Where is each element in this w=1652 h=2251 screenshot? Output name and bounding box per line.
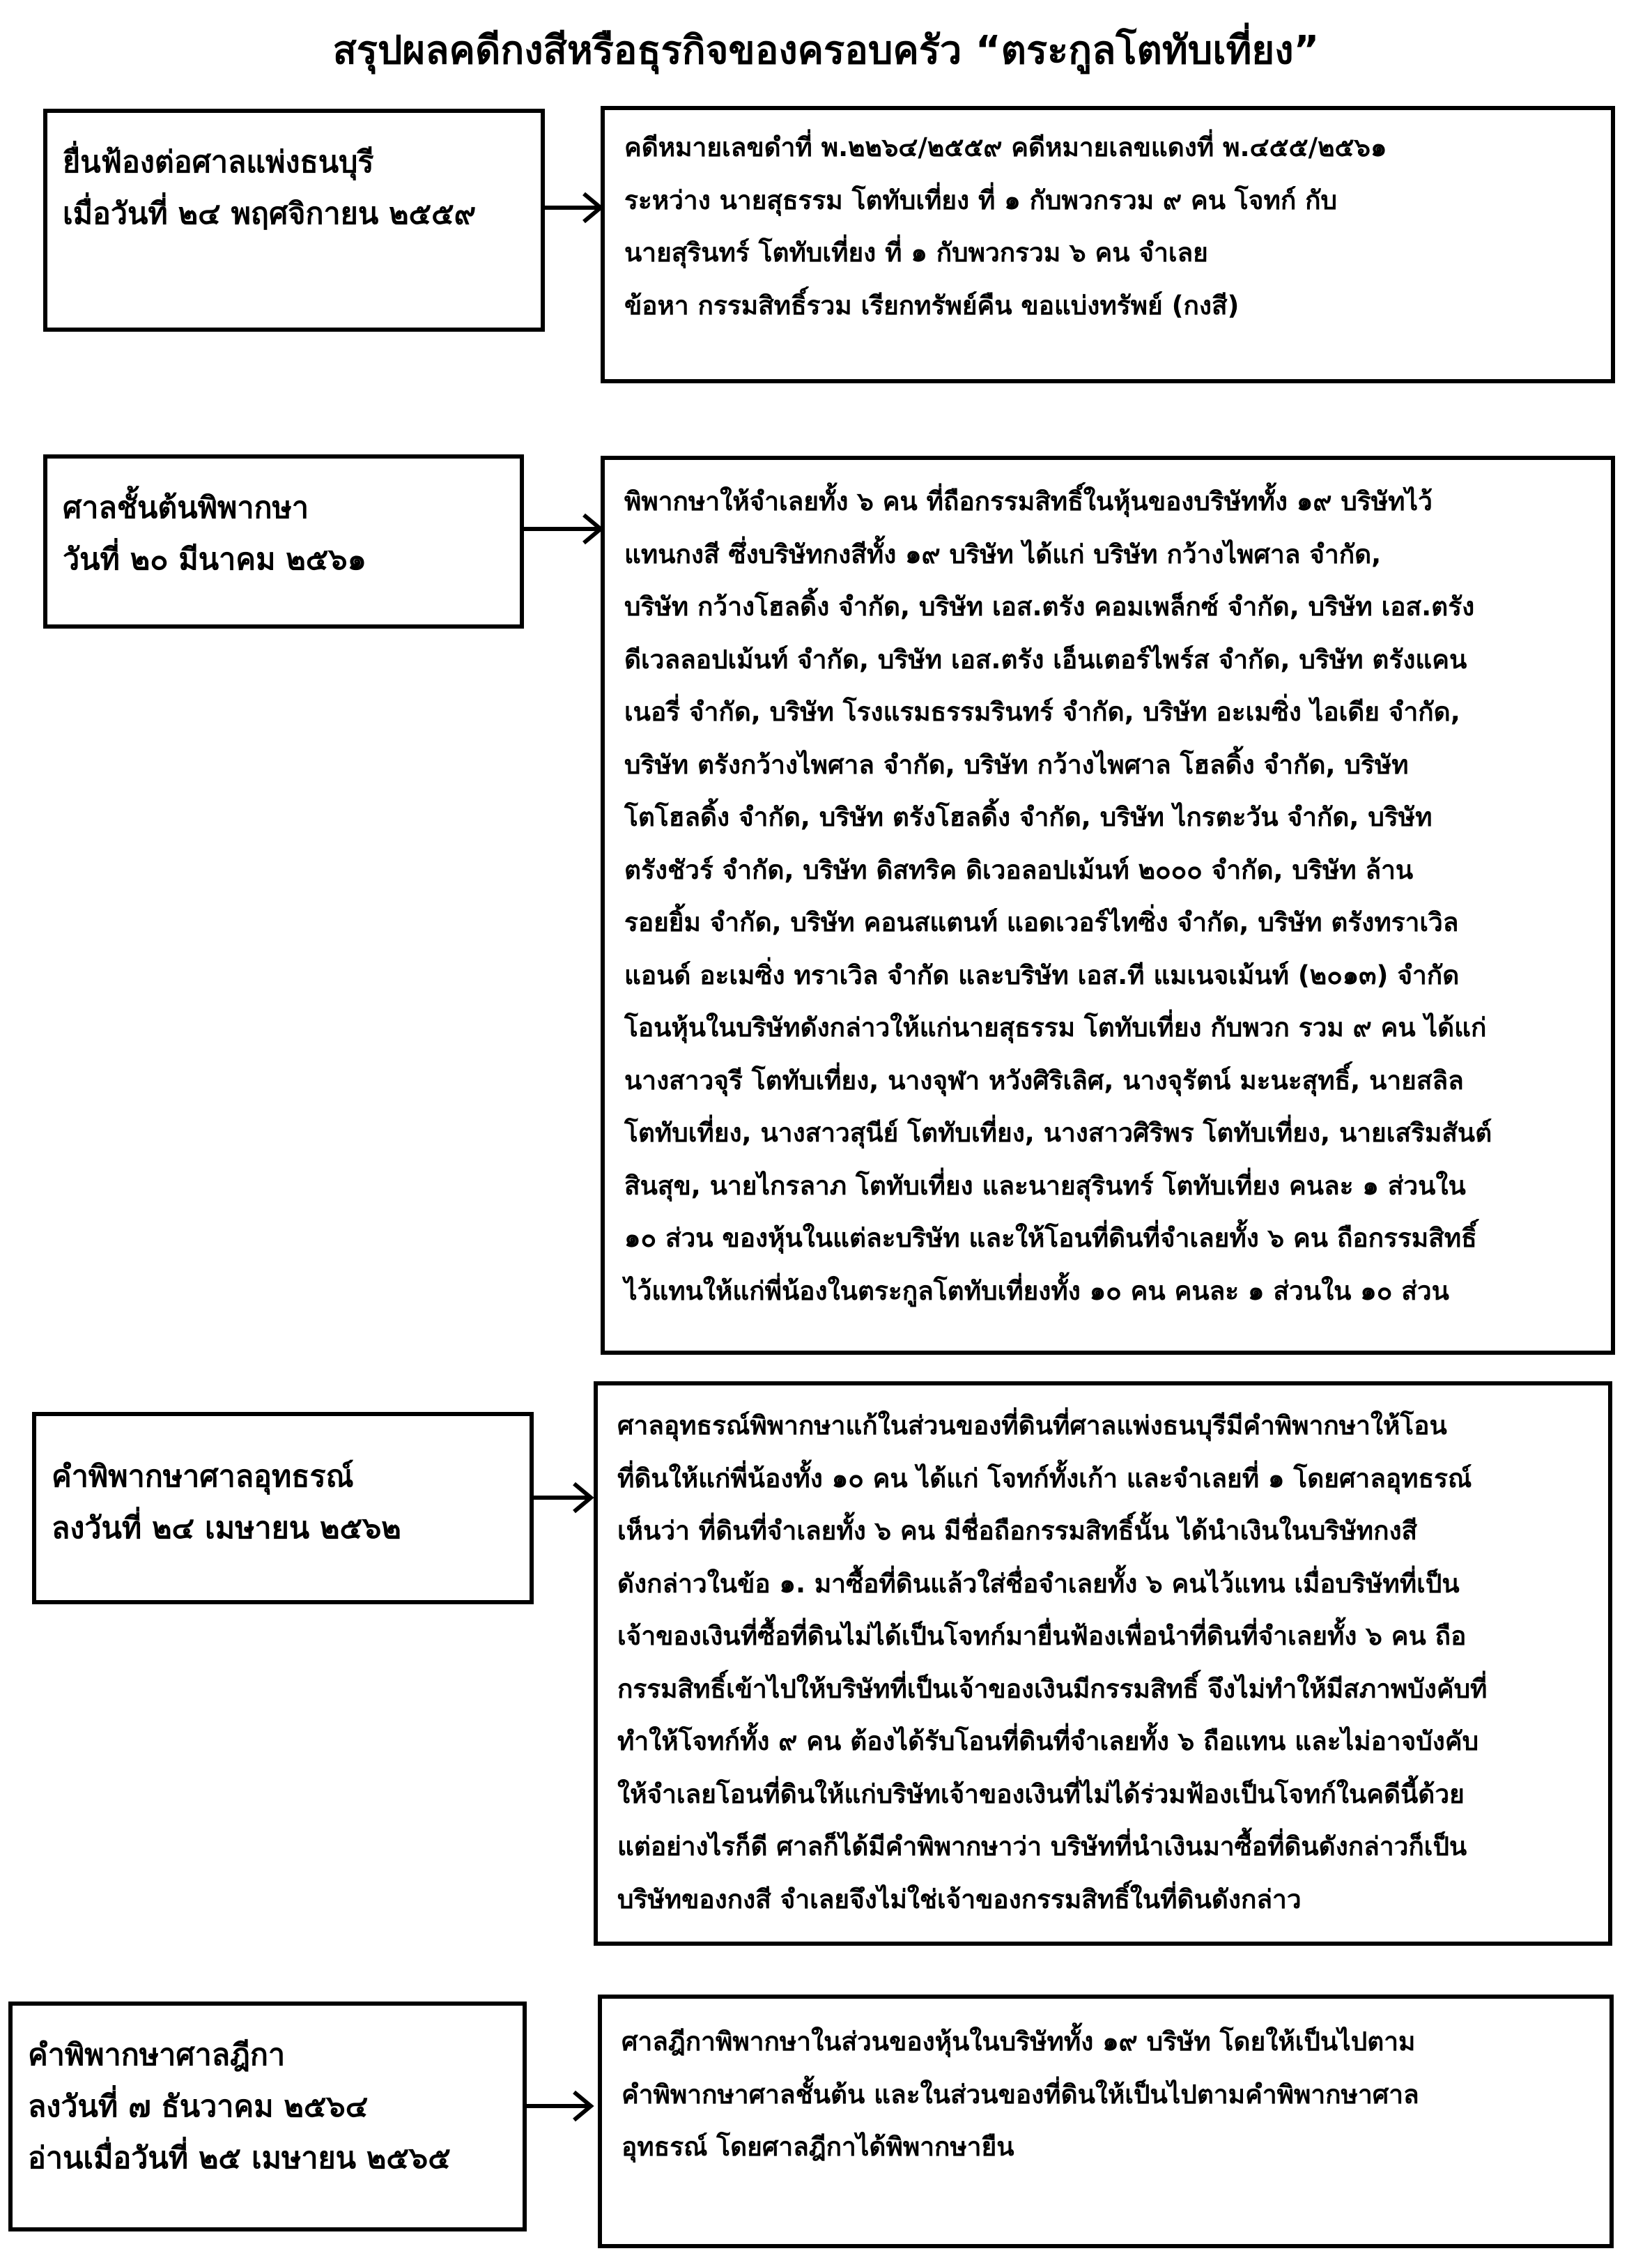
- stage-1-detail-line: ระหว่าง นายสุธรรม โตทับเที่ยง ที่ ๑ กับพวกรวม ๙ คน โจทก์ กับ: [624, 185, 1338, 215]
- arrow-icon: [527, 2085, 598, 2127]
- page-title: สรุปผลคดีกงสีหรือธุรกิจของครอบครัว “ตระกูลโตทับเที่ยง”: [332, 28, 1320, 73]
- stage-1-label-line: เมื่อวันที่ ๒๔ พฤศจิกายน ๒๕๕๙: [63, 197, 477, 231]
- stage-3-label-box: [32, 1412, 534, 1604]
- stage-1-detail-line: นายสุรินทร์ โตทับเที่ยง ที่ ๑ กับพวกรวม ๖ คน จำเลย: [624, 238, 1208, 268]
- stage-3-detail-line: เจ้าของเงินที่ซื้อที่ดินไม่ได้เป็นโจทก์มายื่นฟ้องเพื่อนำที่ดินที่จำเลยทั้ง ๖ คน ถือ: [617, 1621, 1467, 1651]
- stage-2-detail-line: แทนกงสี ซึ่งบริษัทกงสีทั้ง ๑๙ บริษัท ได้แก่ บริษัท กว้างไพศาล จำกัด,: [624, 539, 1382, 569]
- stage-4-label-box: [8, 2002, 527, 2231]
- stage-4-label-line: คำพิพากษาศาลฎีกา: [28, 2038, 286, 2073]
- stage-2-label-line: วันที่ ๒๐ มีนาคม ๒๕๖๑: [63, 542, 366, 577]
- stage-4-detail-box: [598, 1995, 1614, 2248]
- stage-3-detail-line: บริษัทของกงสี จำเลยจึงไม่ใช่เจ้าของกรรมสิทธิ์ในที่ดินดังกล่าว: [617, 1884, 1302, 1914]
- stage-2-label-line: ศาลชั้นต้นพิพากษา: [63, 491, 309, 525]
- stage-2-detail-line: นางสาวจุรี โตทับเที่ยง, นางจุฬา หวังศิริเลิศ, นางจุรัตน์ มะนะสุทธิ์, นายสลิล: [624, 1065, 1464, 1096]
- arrow-icon: [545, 187, 608, 229]
- stage-3-detail-line: ดังกล่าวในข้อ ๑. มาซื้อที่ดินแล้วใส่ชื่อจำเลยทั้ง ๖ คนไว้แทน เมื่อบริษัทที่เป็น: [617, 1568, 1460, 1599]
- stage-2-detail-line: บริษัท ตรังกว้างไพศาล จำกัด, บริษัท กว้างไพศาล โฮลดิ้ง จำกัด, บริษัท: [624, 749, 1409, 780]
- stage-4-detail-line: คำพิพากษาศาลชั้นต้น และในส่วนของที่ดินให้เป็นไปตามคำพิพากษาศาล: [622, 2079, 1419, 2110]
- stage-3-detail-line: ทำให้โจทก์ทั้ง ๙ คน ต้องได้รับโอนที่ดินที่จำเลยทั้ง ๖ ถือแทน และไม่อาจบังคับ: [617, 1726, 1479, 1756]
- stage-4-label-line: ลงวันที่ ๗ ธันวาคม ๒๕๖๔: [28, 2089, 369, 2124]
- stage-3-detail-line: ที่ดินให้แก่พี่น้องทั้ง ๑๐ คน ได้แก่ โจทก์ทั้งเก้า และจำเลยที่ ๑ โดยศาลอุทธรณ์: [617, 1463, 1472, 1493]
- stage-1-label-box: [43, 109, 545, 332]
- stage-1-detail-box: [601, 106, 1615, 383]
- stage-1-label-line: ยื่นฟ้องต่อศาลแพ่งธนบุรี: [63, 145, 374, 180]
- stage-2-detail-line: โตโฮลดิ้ง จำกัด, บริษัท ตรังโฮลดิ้ง จำกัด, บริษัท ไกรตะวัน จำกัด, บริษัท: [624, 802, 1433, 832]
- stage-2-detail-box: [601, 456, 1615, 1355]
- stage-3-detail-line: แต่อย่างไรก็ดี ศาลก็ได้มีคำพิพากษาว่า บริษัทที่นำเงินมาซื้อที่ดินดังกล่าวก็เป็น: [617, 1831, 1467, 1861]
- stage-1-detail-line: คดีหมายเลขดำที่ พ.๒๒๖๔/๒๕๕๙ คดีหมายเลขแดงที่ พ.๔๕๕/๒๕๖๑: [624, 132, 1387, 162]
- stage-3-detail-line: เห็นว่า ที่ดินที่จำเลยทั้ง ๖ คน มีชื่อถือกรรมสิทธิ์นั้น ได้นำเงินในบริษัทกงสี: [617, 1516, 1418, 1546]
- stage-2-label-box: [43, 454, 524, 629]
- stage-4-detail-line: อุทธรณ์ โดยศาลฎีกาได้พิพากษายืน: [622, 2132, 1014, 2162]
- stage-4-detail-line: ศาลฎีกาพิพากษาในส่วนของหุ้นในบริษัททั้ง ๑๙ บริษัท โดยให้เป็นไปตาม: [622, 2027, 1416, 2057]
- stage-3-detail-line: กรรมสิทธิ์เข้าไปให้บริษัทที่เป็นเจ้าของเงินมีกรรมสิทธิ์ จึงไม่ทำให้มีสภาพบังคับที่: [617, 1673, 1488, 1704]
- arrow-icon: [534, 1477, 598, 1519]
- stage-2-detail-line: ๑๐ ส่วน ของหุ้นในแต่ละบริษัท และให้โอนที่ดินที่จำเลยทั้ง ๖ คน ถือกรรมสิทธิ์: [624, 1223, 1477, 1253]
- stage-4-label-line: อ่านเมื่อวันที่ ๒๕ เมษายน ๒๕๖๕: [28, 2141, 451, 2176]
- arrow-icon: [524, 508, 608, 550]
- stage-3-detail-line: ศาลอุทธรณ์พิพากษาแก้ในส่วนของที่ดินที่ศาลแพ่งธนบุรีมีคำพิพากษาให้โอน: [617, 1411, 1447, 1441]
- stage-3-detail-line: ให้จำเลยโอนที่ดินให้แก่บริษัทเจ้าของเงินที่ไม่ได้ร่วมฟ้องเป็นโจทก์ในคดีนี้ด้วย: [617, 1778, 1465, 1809]
- stage-2-detail-line: สินสุข, นายไกรลาภ โตทับเที่ยง และนายสุรินทร์ โตทับเที่ยง คนละ ๑ ส่วนใน: [624, 1170, 1466, 1201]
- stage-2-detail-line: พิพากษาให้จำเลยทั้ง ๖ คน ที่ถือกรรมสิทธิ์ในหุ้นของบริษัททั้ง ๑๙ บริษัทไว้: [624, 486, 1433, 516]
- stage-2-detail-line: ไว้แทนให้แก่พี่น้องในตระกูลโตทับเที่ยงทั้ง ๑๐ คน คนละ ๑ ส่วนใน ๑๐ ส่วน: [624, 1275, 1449, 1306]
- stage-2-detail-line: โตทับเที่ยง, นางสาวสุนีย์ โตทับเที่ยง, นางสาวศิริพร โตทับเที่ยง, นายเสริมสันต์: [624, 1118, 1492, 1148]
- stage-3-label-line: คำพิพากษาศาลอุทธรณ์: [52, 1459, 354, 1494]
- stage-2-detail-line: แอนด์ อะเมซิ่ง ทราเวิล จำกัด และบริษัท เอส.ที แมเนจเม้นท์ (๒๐๑๓) จำกัด: [624, 960, 1460, 990]
- stage-3-detail-box: [594, 1381, 1612, 1946]
- stage-2-detail-line: บริษัท กว้างโฮลดิ้ง จำกัด, บริษัท เอส.ตรัง คอมเพล็กซ์ จำกัด, บริษัท เอส.ตรัง: [624, 592, 1475, 622]
- stage-2-detail-line: รอยยิ้ม จำกัด, บริษัท คอนสแตนท์ แอดเวอร์ไทซิ่ง จำกัด, บริษัท ตรังทราเวิล: [624, 907, 1459, 937]
- stage-2-detail-line: เนอรี่ จำกัด, บริษัท โรงแรมธรรมรินทร์ จำกัด, บริษัท อะเมซิ่ง ไอเดีย จำกัด,: [624, 697, 1460, 727]
- stage-3-label-line: ลงวันที่ ๒๔ เมษายน ๒๕๖๒: [52, 1511, 401, 1546]
- stage-2-detail-line: ตรังชัวร์ จำกัด, บริษัท ดิสทริค ดิเวอลอปเม้นท์ ๒๐๐๐ จำกัด, บริษัท ล้าน: [624, 854, 1414, 885]
- stage-2-detail-line: โอนหุ้นในบริษัทดังกล่าวให้แก่นายสุธรรม โตทับเที่ยง กับพวก รวม ๙ คน ได้แก่: [624, 1013, 1487, 1043]
- stage-2-detail-line: ดีเวลลอปเม้นท์ จำกัด, บริษัท เอส.ตรัง เอ็นเตอร์ไพร์ส จำกัด, บริษัท ตรังแคน: [624, 644, 1467, 675]
- stage-1-detail-line: ข้อหา กรรมสิทธิ์รวม เรียกทรัพย์คืน ขอแบ่งทรัพย์ (กงสี): [624, 290, 1240, 321]
